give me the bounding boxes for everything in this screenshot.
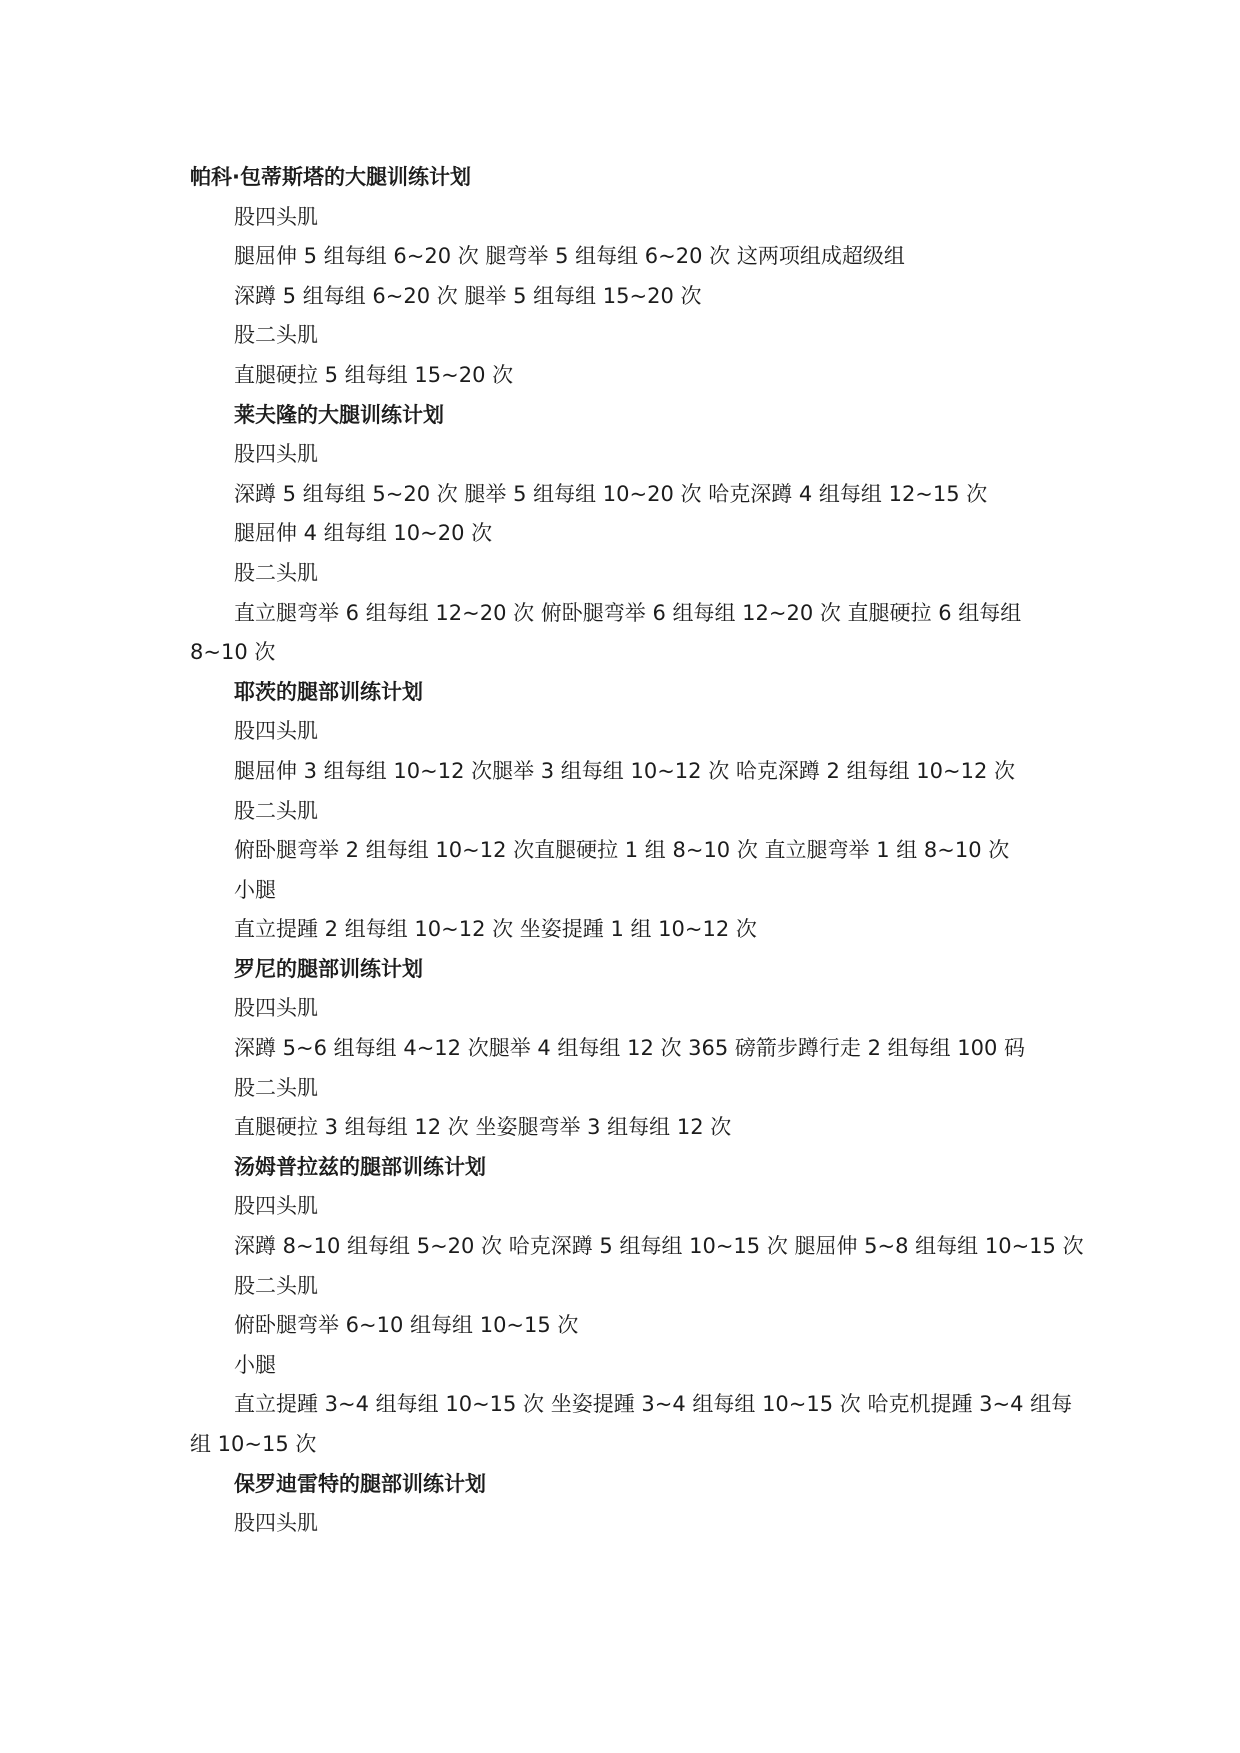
exercise-line: 直腿硬拉 5 组每组 15~20 次 [234, 362, 514, 387]
exercise-line: 直立提踵 3~4 组每组 10~15 次 坐姿提踵 3~4 组每组 10~15 次 哈克机提踵 3~4 组每 [234, 1392, 1073, 1417]
exercise-line: 深蹲 5~6 组每组 4~12 次腿举 4 组每组 12 次 365 磅箭步蹲行走 2 组每组 100 码 [234, 1036, 1026, 1061]
muscle-group-label: 股四头肌 [234, 1194, 318, 1219]
muscle-group-label: 股四头肌 [234, 719, 318, 744]
exercise-line: 深蹲 8~10 组每组 5~20 次 哈克深蹲 5 组每组 10~15 次 腿屈伸 5~8 组每组 10~15 次 [234, 1234, 1084, 1259]
plan-title: 帕科·包蒂斯塔的大腿训练计划 [190, 165, 471, 189]
muscle-group-label: 股四头肌 [234, 442, 318, 467]
plan-title: 汤姆普拉兹的腿部训练计划 [234, 1154, 486, 1179]
muscle-group-label: 股四头肌 [234, 996, 318, 1021]
plan-title: 保罗迪雷特的腿部训练计划 [234, 1471, 486, 1496]
plan-title: 莱夫隆的大腿训练计划 [234, 402, 444, 427]
exercise-line-continuation: 组 10~15 次 [190, 1432, 317, 1456]
exercise-line: 俯卧腿弯举 6~10 组每组 10~15 次 [234, 1313, 579, 1338]
muscle-group-label: 股四头肌 [234, 204, 318, 229]
exercise-line: 深蹲 5 组每组 5~20 次 腿举 5 组每组 10~20 次 哈克深蹲 4 组每组 12~15 次 [234, 481, 988, 506]
muscle-group-label: 股二头肌 [234, 798, 318, 823]
muscle-group-label: 小腿 [234, 1352, 276, 1377]
muscle-group-label: 股二头肌 [234, 560, 318, 585]
exercise-line: 腿屈伸 3 组每组 10~12 次腿举 3 组每组 10~12 次 哈克深蹲 2 组每组 10~12 次 [234, 758, 1015, 783]
exercise-line: 直腿硬拉 3 组每组 12 次 坐姿腿弯举 3 组每组 12 次 [234, 1115, 732, 1140]
muscle-group-label: 股二头肌 [234, 1075, 318, 1100]
plan-title: 罗尼的腿部训练计划 [234, 956, 423, 981]
plan-title: 耶茨的腿部训练计划 [234, 679, 423, 704]
exercise-line: 直立提踵 2 组每组 10~12 次 坐姿提踵 1 组 10~12 次 [234, 917, 757, 942]
muscle-group-label: 股二头肌 [234, 1273, 318, 1298]
muscle-group-label: 股二头肌 [234, 323, 318, 348]
document-body [190, 158, 1150, 1544]
muscle-group-label: 股四头肌 [234, 1511, 318, 1536]
exercise-line: 俯卧腿弯举 2 组每组 10~12 次直腿硬拉 1 组 8~10 次 直立腿弯举 1 组 8~10 次 [234, 838, 1010, 863]
exercise-line: 直立腿弯举 6 组每组 12~20 次 俯卧腿弯举 6 组每组 12~20 次 直腿硬拉 6 组每组 [234, 600, 1022, 625]
exercise-line: 深蹲 5 组每组 6~20 次 腿举 5 组每组 15~20 次 [234, 283, 702, 308]
muscle-group-label: 小腿 [234, 877, 276, 902]
exercise-line-continuation: 8~10 次 [190, 640, 276, 665]
exercise-line: 腿屈伸 4 组每组 10~20 次 [234, 521, 493, 546]
exercise-line: 腿屈伸 5 组每组 6~20 次 腿弯举 5 组每组 6~20 次 这两项组成超级组 [234, 244, 905, 269]
